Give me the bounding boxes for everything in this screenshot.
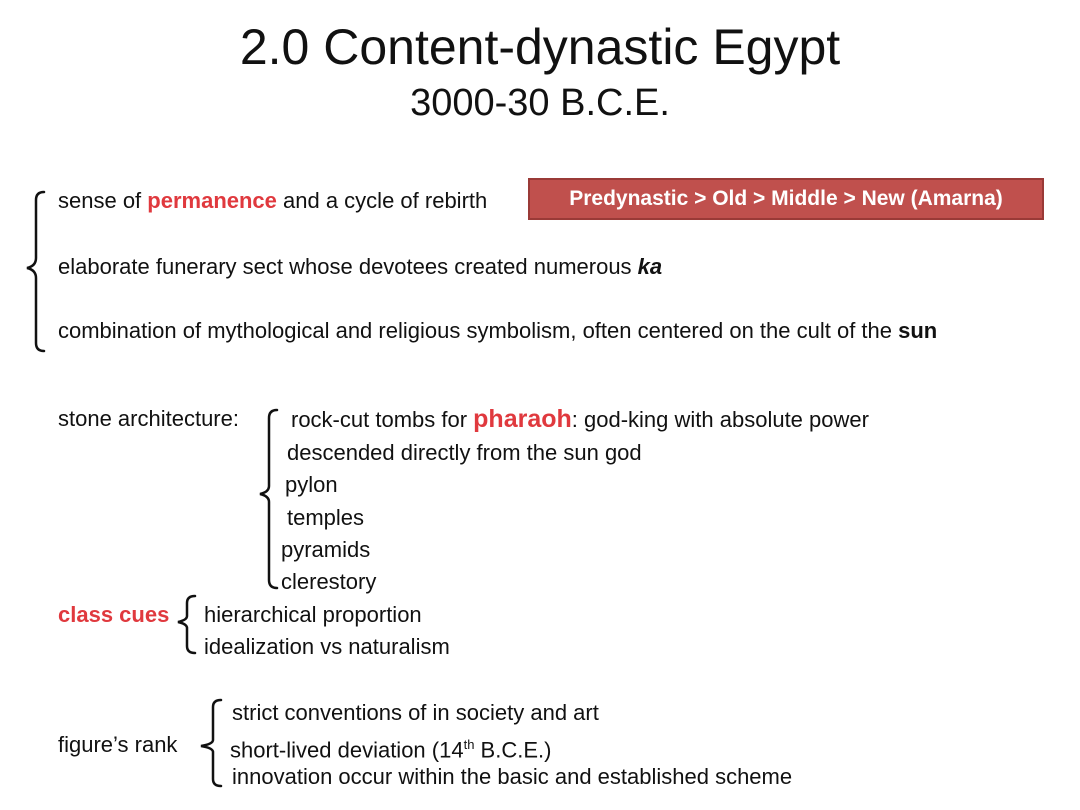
architecture-item: pyramids xyxy=(281,537,371,562)
permanence-line-pre: sense of xyxy=(58,188,148,213)
architecture-label: stone architecture: xyxy=(58,406,239,431)
permanence-highlight: permanence xyxy=(147,188,277,213)
ka-emphasis: ka xyxy=(637,254,663,279)
slide-title: 2.0 Content-dynastic Egypt xyxy=(239,19,841,75)
architecture-item: pylon xyxy=(285,472,338,497)
architecture-item: descended directly from the sun god xyxy=(287,440,642,465)
brace-group1 xyxy=(27,192,44,351)
rank-item-deviation xyxy=(230,732,551,763)
brace-figures-rank xyxy=(201,700,221,786)
brace-class-cues xyxy=(178,596,195,653)
symbolism-line xyxy=(58,318,937,344)
permanence-line-post: and a cycle of rebirth xyxy=(276,188,488,213)
rank-item: innovation occur within the basic and established scheme xyxy=(232,764,793,789)
class-cues-item: idealization vs naturalism xyxy=(204,634,450,659)
architecture-item: temples xyxy=(287,505,365,530)
permanence-line xyxy=(58,188,487,214)
architecture-first-pre: rock-cut tombs for xyxy=(291,407,474,432)
slide-subtitle: 3000-30 B.C.E. xyxy=(410,82,670,124)
architecture-item: clerestory xyxy=(281,569,377,594)
architecture-first-item xyxy=(291,406,869,433)
rank-item: strict conventions of in society and art xyxy=(232,700,599,725)
funerary-line-pre: elaborate funerary sect whose devotees created numerous xyxy=(58,254,638,279)
sun-emphasis: sun xyxy=(898,318,938,343)
class-cues-item: hierarchical proportion xyxy=(204,602,422,627)
deviation-post: B.C.E.) xyxy=(474,737,552,763)
class-cues-label: class cues xyxy=(58,602,170,627)
deviation-pre: short-lived deviation (14 xyxy=(230,737,464,763)
architecture-first-post: : god-king with absolute power xyxy=(571,407,869,432)
symbolism-line-pre: combination of mythological and religious symbolism, often centered on the cult of the xyxy=(58,318,899,343)
funerary-line xyxy=(58,254,662,280)
deviation-sup: th xyxy=(463,737,475,752)
brace-architecture xyxy=(260,410,277,588)
timeline-banner: Predynastic > Old > Middle > New (Amarna) xyxy=(528,178,1044,220)
pharaoh-highlight: pharaoh xyxy=(473,405,572,433)
figures-rank-label: figure’s rank xyxy=(58,732,178,757)
